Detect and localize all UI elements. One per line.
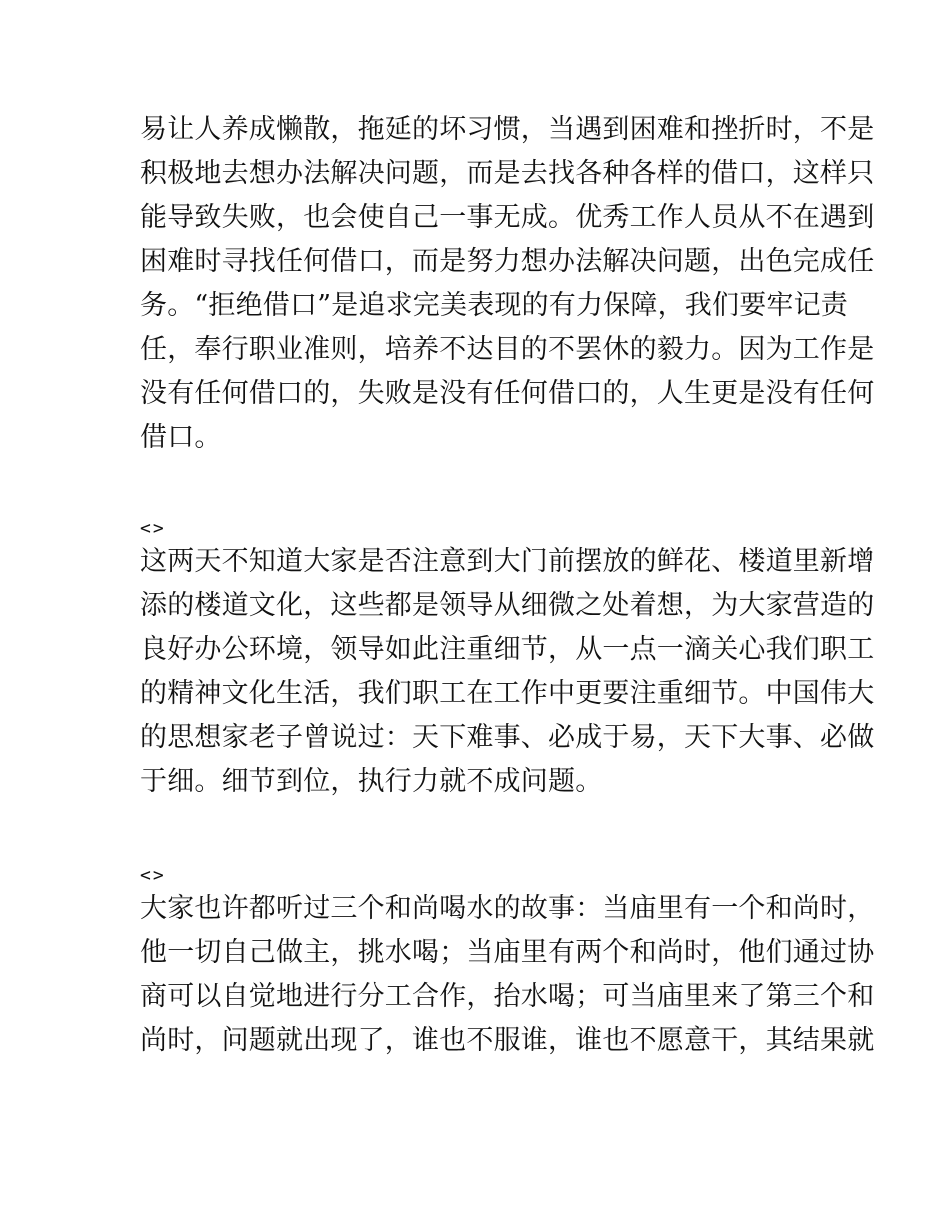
text-line: 商可以自觉地进行分工合作，抬水喝；可当庙里来了第三个和	[140, 981, 875, 1012]
text-line: 能导致失败，也会使自己一事无成。优秀工作人员从不在遇到	[140, 202, 875, 233]
separator-mark: <>	[140, 865, 166, 886]
separator-1	[140, 514, 815, 544]
text-line: 没有任何借口的，失败是没有任何借口的，人生更是没有任何	[140, 378, 875, 409]
text-line: 易让人养成懒散，拖延的坏习惯，当遇到困难和挫折时，不是	[140, 114, 875, 145]
text-line: 借口。	[140, 422, 222, 453]
text-line: 积极地去想办法解决问题，而是去找各种各样的借口，这样只	[140, 158, 875, 189]
text-line: 的精神文化生活，我们职工在工作中更要注重细节。中国伟大	[140, 678, 875, 709]
text-line: 任，奉行职业准则，培养不达目的不罢休的毅力。因为工作是	[140, 334, 875, 365]
paragraph-3	[140, 890, 875, 1060]
text-line: 良好办公环境，领导如此注重细节，从一点一滴关心我们职工	[140, 634, 875, 665]
paragraph-2	[140, 543, 875, 801]
text-line: 尚时，问题就出现了，谁也不服谁，谁也不愿意干，其结果就	[140, 1025, 875, 1056]
paragraph-1	[140, 111, 875, 457]
text-line: 务。“拒绝借口”是追求完美表现的有力保障，我们要牢记责	[140, 290, 849, 321]
text-line: 的思想家老子曾说过：天下难事、必成于易，天下大事、必做	[140, 722, 875, 753]
text-line: 添的楼道文化，这些都是领导从细微之处着想，为大家营造的	[140, 590, 875, 621]
text-line: 困难时寻找任何借口，而是努力想办法解决问题，出色完成任	[140, 246, 875, 277]
text-line: 这两天不知道大家是否注意到大门前摆放的鲜花、楼道里新增	[140, 546, 875, 577]
separator-2	[140, 861, 815, 891]
text-line: 他一切自己做主，挑水喝；当庙里有两个和尚时，他们通过协	[140, 937, 875, 968]
separator-mark: <>	[140, 518, 166, 539]
text-line: 于细。细节到位，执行力就不成问题。	[140, 766, 603, 797]
text-line: 大家也许都听过三个和尚喝水的故事：当庙里有一个和尚时，	[140, 893, 875, 924]
